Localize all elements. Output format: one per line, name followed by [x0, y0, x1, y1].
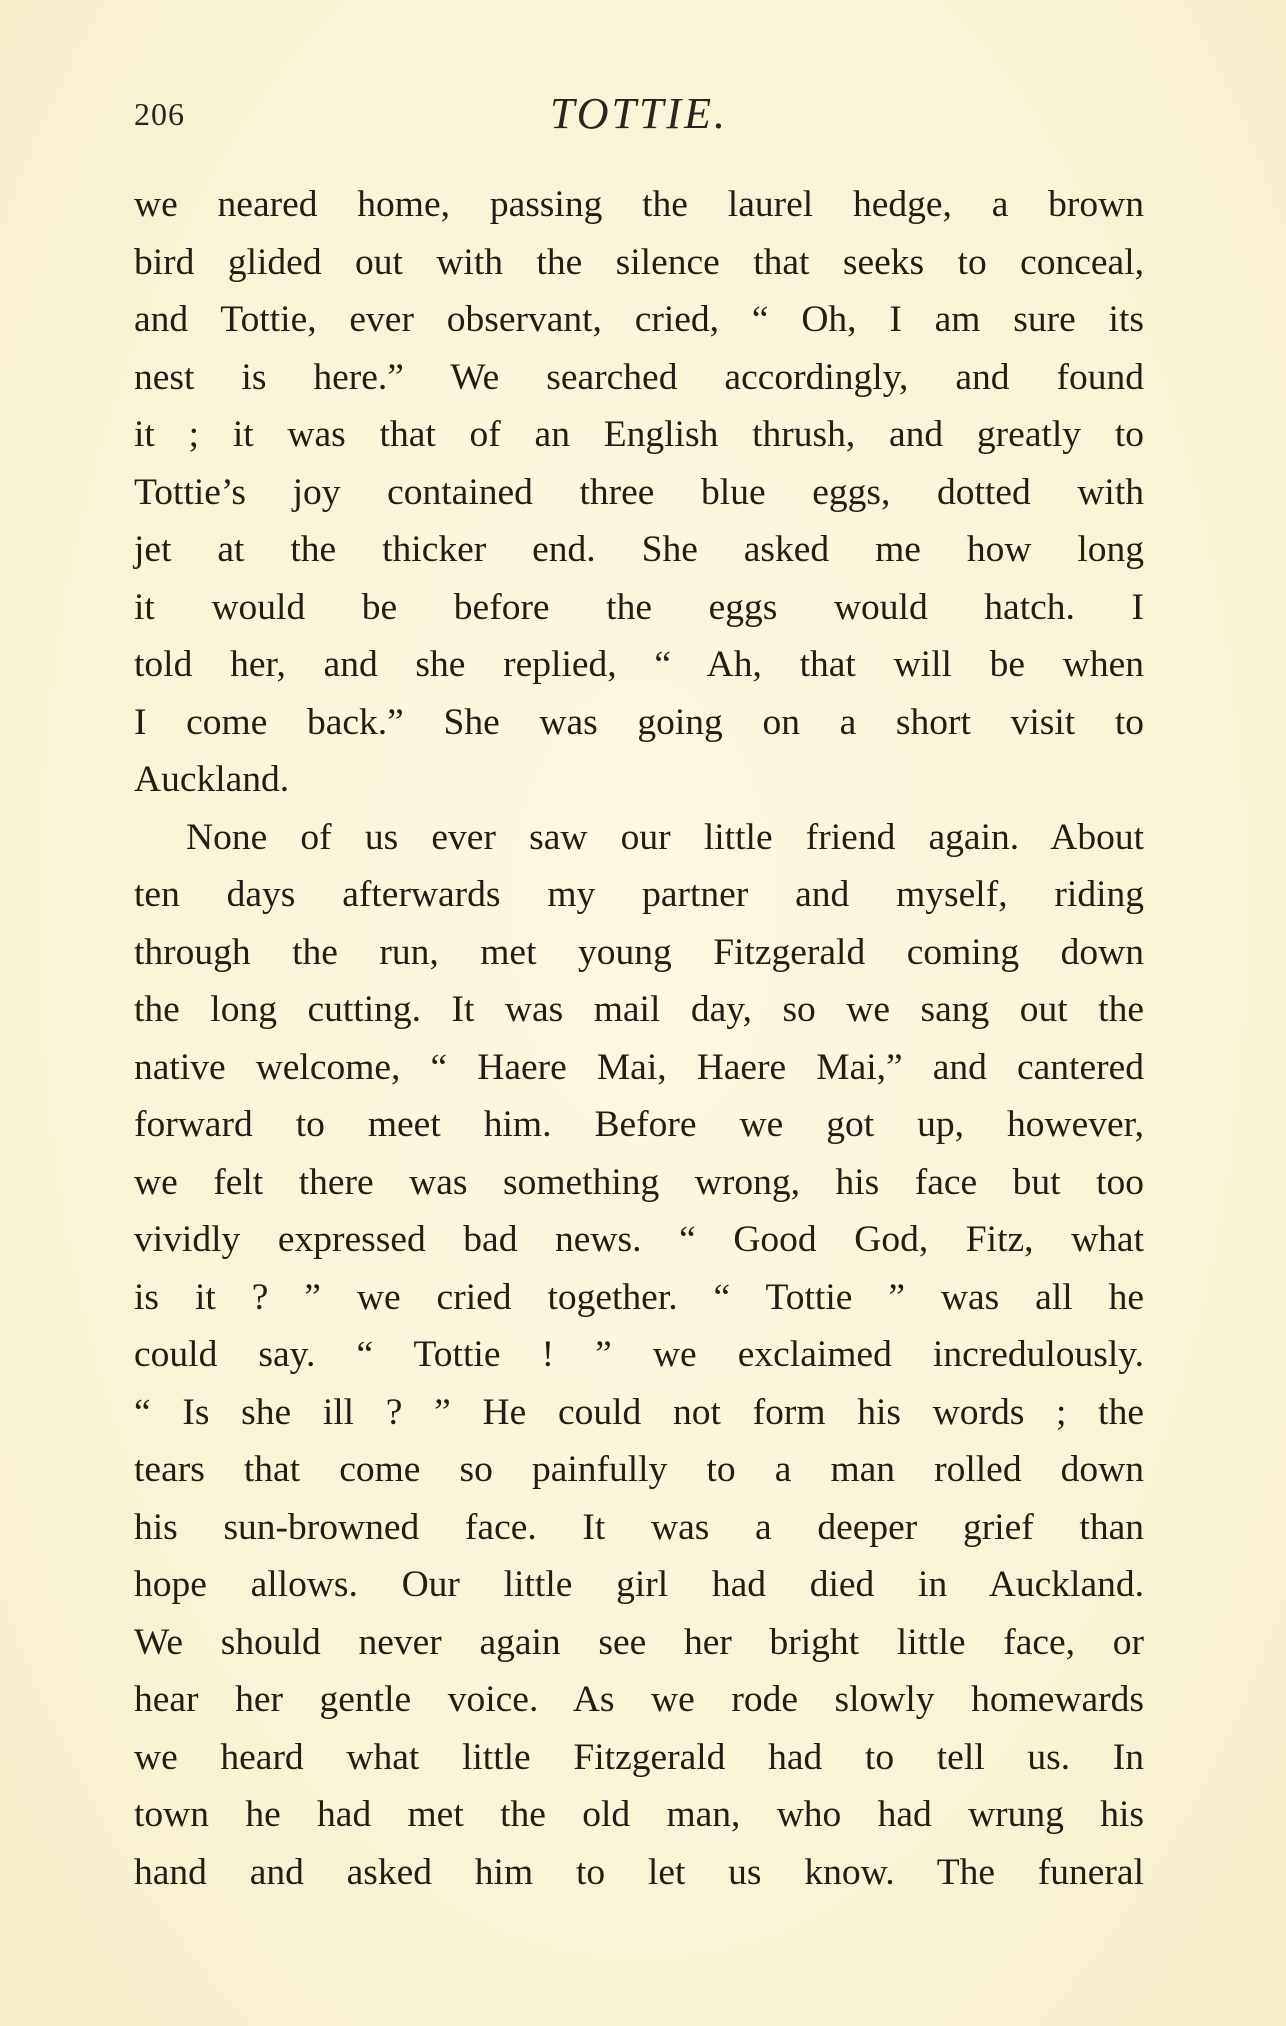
text-line: we felt there was something wrong, his face but too: [134, 1161, 1144, 1203]
text-line: nest is here.” We searched accordingly, and found: [134, 356, 1144, 398]
text-line: is it ? ” we cried together. “ Tottie ” was all he: [134, 1276, 1144, 1318]
text-line: Tottie’s joy contained three blue eggs, dotted with: [134, 471, 1144, 513]
body-text: [134, 176, 1144, 1901]
text-line: forward to meet him. Before we got up, however,: [134, 1104, 1144, 1145]
text-line: None of us ever saw our little friend again. About: [186, 816, 1144, 858]
text-line: through the run, met young Fitzgerald coming down: [134, 931, 1144, 973]
text-line: native welcome, “ Haere Mai, Haere Mai,” and cantered: [134, 1046, 1144, 1088]
text-line: it would be before the eggs would hatch. I: [134, 586, 1144, 628]
running-title: TOTTIE.: [550, 89, 728, 138]
text-line: town he had met the old man, who had wrung his: [134, 1794, 1144, 1835]
text-line: his sun-browned face. It was a deeper grief than: [134, 1506, 1144, 1548]
text-line: bird glided out with the silence that seeks to conceal,: [134, 241, 1144, 283]
text-line: jet at the thicker end. She asked me how long: [134, 529, 1144, 570]
text-line: and Tottie, ever observant, cried, “ Oh, I am sure its: [134, 299, 1144, 340]
paragraph: [134, 809, 1144, 1902]
text-line: tears that come so painfully to a man rolled down: [134, 1449, 1144, 1490]
page-number: 206: [134, 96, 185, 132]
text-line: ten days afterwards my partner and myself, riding: [134, 874, 1144, 915]
text-line: hand and asked him to let us know. The funeral: [134, 1851, 1144, 1893]
text-line: we neared home, passing the laurel hedge, a brown: [134, 184, 1144, 225]
text-line: Auckland.: [134, 759, 290, 800]
paragraph: [134, 176, 1144, 809]
text-line: the long cutting. It was mail day, so we sang out the: [134, 989, 1144, 1030]
text-line: We should never again see her bright little face, or: [134, 1621, 1144, 1663]
text-line: “ Is she ill ? ” He could not form his words ; the: [134, 1391, 1144, 1433]
text-line: hear her gentle voice. As we rode slowly homewards: [134, 1679, 1144, 1720]
text-line: hope allows. Our little girl had died in Auckland.: [134, 1564, 1144, 1605]
text-line: told her, and she replied, “ Ah, that will be when: [134, 644, 1144, 685]
text-line: vividly expressed bad news. “ Good God, Fitz, what: [134, 1219, 1144, 1260]
text-line: we heard what little Fitzgerald had to tell us. In: [134, 1736, 1144, 1778]
text-line: I come back.” She was going on a short visit to: [134, 701, 1144, 743]
text-line: it ; it was that of an English thrush, and greatly to: [134, 414, 1144, 455]
running-head: [134, 88, 1144, 148]
text-line: could say. “ Tottie ! ” we exclaimed incredulously.: [134, 1334, 1144, 1375]
